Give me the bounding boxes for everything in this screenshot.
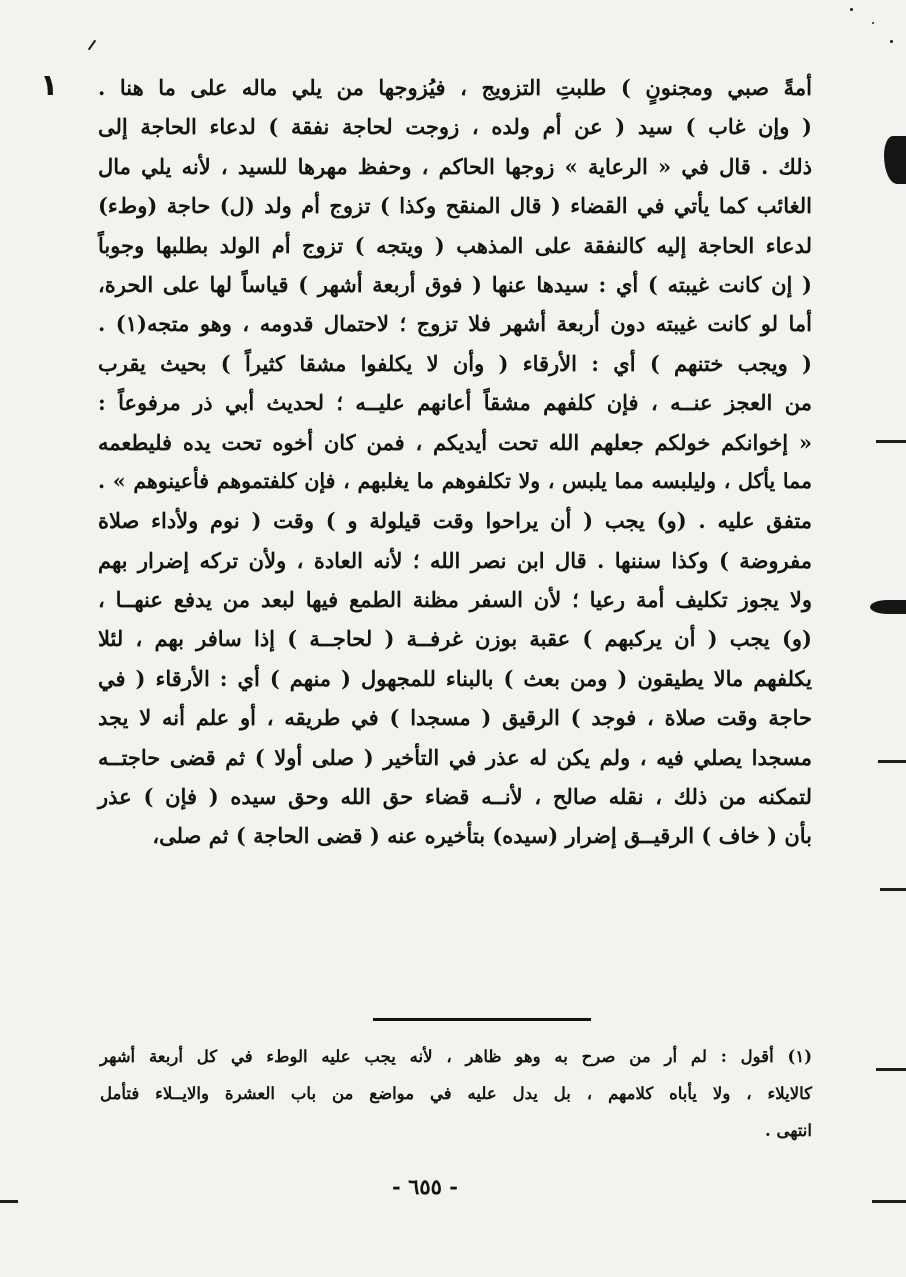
- text-line: مفروضة ) وكذا سننها . قال ابن نصر الله ؛ لأنه العادة ، ولأن تركه إضرار بهم: [98, 547, 812, 573]
- ink-speck: [88, 40, 97, 51]
- text-line: لتمكنه من ذلك ، نقله صالح ، لأنــه قضاء حق الله وحق سيده ( فإن ) عذر: [98, 784, 812, 810]
- text-line: (و) يجب ( أن يركبهم ) عقبة بوزن غرفــة ( لحاجــة ) إذا سافر بهم ، لئلا: [98, 626, 812, 652]
- text-line: ذلك . قال في « الرعاية » زوجها الحاكم ، وحفظ مهرها للسيد ، لأنه يلي مال: [98, 153, 812, 179]
- text-line: لدعاء الحاجة إليه كالنفقة على المذهب ( ويتجه ) تزوج أم الولد بطلبها وجوباً: [98, 232, 812, 258]
- margin-tick: [876, 1068, 906, 1071]
- text-line: « إخوانكم خولكم جعلهم الله تحت أيديكم ، فمن كان أخوه تحت يده فليطعمه: [98, 429, 812, 455]
- ink-speck: [890, 40, 893, 43]
- footnote-block: [100, 1038, 812, 1149]
- margin-number: ١: [40, 68, 59, 103]
- text-line: الغائب كما يأتي في القضاء ( قال المنقح وكذا ) تزوج أم ولد (ل) حاجة (وطء): [98, 193, 812, 219]
- text-line: بأن ( خاف ) الرقيــق إضرار (سيده) بتأخيره عنه ( قضى الحاجة ) ثم صلى،: [152, 823, 812, 849]
- footnote-line: كالايلاء ، ولا يأباه كلامهم ، بل يدل عليه في مواضع من باب العشرة والايــلاء فتأمل: [100, 1084, 812, 1103]
- footnote-separator: [373, 1018, 591, 1021]
- ink-speck: [872, 22, 874, 24]
- margin-tick: [878, 760, 906, 763]
- text-line: من العجز عنــه ، فإن كلفهم مشقاً أعانهم عليــه ؛ لحديث أبي ذر مرفوعاً :: [98, 390, 812, 416]
- margin-tick: [876, 440, 906, 443]
- text-line: مما يأكل ، وليلبسه مما يلبس ، ولا تكلفوهم ما يغلبهم ، فإن كلفتموهم فأعينوهم » .: [98, 468, 812, 493]
- main-text-block: [98, 68, 812, 856]
- text-line: ( إن كانت غيبته ) أي : سيدها عنها ( فوق أربعة أشهر ) قياساً لها على الحرة،: [98, 271, 812, 297]
- text-line: ولا يجوز تكليف أمة رعيا ؛ لأن السفر مظنة الطمع فيها لبعد من يدفع عنهــا ،: [98, 587, 812, 613]
- text-line: أما لو كانت غيبته دون أربعة أشهر فلا تزوج ؛ لاحتمال قدومه ، وهو متجه(١) .: [98, 311, 812, 337]
- text-line: حاجة وقت صلاة ، فوجد ) الرقيق ( مسجدا ) في طريقه ، أو علم أنه لا يجد: [98, 705, 812, 731]
- binding-shadow-mark: [870, 600, 906, 614]
- text-line: مسجدا يصلي فيه ، ولم يكن له عذر في التأخير ( صلى أولا ) ثم قضى حاجتــه: [98, 744, 812, 770]
- text-line: يكلفهم مالا يطيقون ( ومن بعث ) بالبناء للمجهول ( منهم ) أي : الأرقاء ( في: [98, 665, 812, 691]
- footnote-line: (١) أقول : لم أر من صرح به وهو ظاهر ، لأنه يجب عليه الوطء في كل أربعة أشهر: [100, 1047, 812, 1066]
- footnote-line: انتهى .: [764, 1121, 812, 1140]
- margin-tick: [880, 888, 906, 891]
- margin-tick: [872, 1200, 906, 1203]
- left-margin-tick: [0, 1200, 18, 1203]
- text-line: متفق عليه . (و) يجب ( أن يراحوا وقت قيلولة و ) وقت ( نوم ولأداء صلاة: [98, 508, 812, 534]
- text-line: أمةً صبي ومجنونٍ ) طلبتِ التزويج ، فيُزوجها من يلي ماله على ما هنا .: [98, 75, 812, 100]
- text-line: ( ويجب ختنهم ) أي : الأرقاء ( وأن لا يكلفوا مشقا كثيراً ) بحيث يقرب: [98, 350, 812, 376]
- binding-shadow-mark: [884, 136, 906, 184]
- page-number: - ٦٥٥ -: [392, 1174, 458, 1199]
- ink-speck: [850, 8, 853, 11]
- text-line: ( وإن غاب ) سيد ( عن أم ولده ، زوجت لحاجة نفقة ) لدعاء الحاجة إلى: [98, 114, 812, 140]
